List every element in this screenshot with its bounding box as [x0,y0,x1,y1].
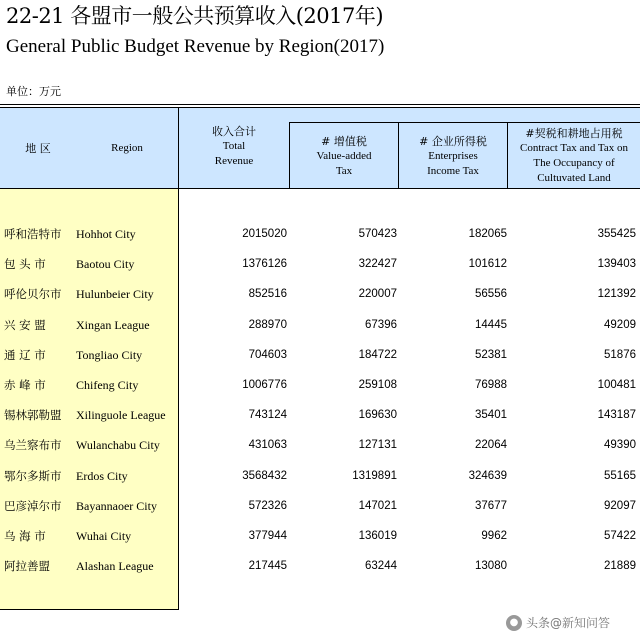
region-name-en: Erdos City [76,468,128,483]
enterprise-income-tax-value: 182065 [468,228,507,240]
total-revenue-value: 3568432 [242,469,287,482]
region-name-cn: 兴 安 盟 [4,317,46,332]
vat-value: 184722 [358,348,397,361]
total-revenue-value: 704603 [248,348,287,361]
table-row [0,461,640,491]
table-row [0,340,640,370]
region-name-en: Bayannaoer City [76,498,157,513]
unit-label: 单位：万元 [6,85,61,98]
total-revenue-value: 431063 [248,439,287,452]
region-name-cn: 锡林郭勒盟 [4,408,62,423]
table-row [0,430,640,460]
vat-value: 169630 [358,409,397,422]
vat-value: 63244 [365,560,397,573]
table-row [0,219,640,249]
deed-tax-value: 355425 [597,228,636,240]
enterprise-income-tax-value: 14445 [475,318,507,331]
header-region-en: Region [76,108,179,189]
region-name-en: Chifeng City [76,378,139,392]
region-name-en: Xingan League [76,317,150,332]
table-row [0,279,640,309]
vat-value: 67396 [365,318,397,331]
total-revenue-value: 1006776 [242,379,287,391]
deed-tax-value: 21889 [604,560,636,573]
vat-value: 570423 [358,228,397,240]
region-name-cn: 阿拉善盟 [4,559,50,574]
deed-tax-value: 55165 [604,469,636,482]
total-revenue-value: 217445 [248,560,287,573]
enterprise-income-tax-value: 9962 [481,530,507,542]
table-row [0,400,640,430]
table-header [0,108,640,189]
enterprise-income-tax-value: 101612 [468,258,507,271]
region-name-en: Wulanchabu City [76,438,160,453]
deed-tax-value: 49390 [604,439,636,452]
enterprise-income-tax-value: 52381 [475,348,507,361]
deed-tax-value: 92097 [604,499,636,512]
region-name-cn: 赤 峰 市 [4,378,46,392]
deed-tax-value: 57422 [604,530,636,542]
total-revenue-value: 377944 [248,530,287,542]
region-name-en: Alashan League [76,559,154,574]
header-vat: # 增值税 Value-added Tax [289,122,399,189]
table-row [0,521,640,551]
region-name-cn: 呼和浩特市 [4,227,62,241]
region-name-cn: 呼伦贝尔市 [4,287,62,302]
region-name-cn: 乌 海 市 [4,529,46,543]
watermark-text: 头条@新知问答 [526,616,611,630]
deed-tax-value: 143187 [597,409,636,422]
enterprise-income-tax-value: 76988 [475,379,507,391]
total-revenue-value: 1376126 [242,258,287,271]
total-revenue-value: 852516 [248,288,287,301]
page-title-cn: 22-21 各盟市一般公共预算收入(2017年) [6,4,384,28]
total-revenue-value: 572326 [248,499,287,512]
region-name-en: Xilinguole League [76,408,166,423]
top-divider [0,104,640,105]
region-name-cn: 巴彦淖尔市 [4,498,62,513]
vat-value: 322427 [358,258,397,271]
enterprise-income-tax-value: 37677 [475,499,507,512]
table-row [0,249,640,279]
header-total: 收入合计 Total Revenue [212,125,256,167]
chat-bubble-icon: ● [506,615,522,631]
deed-tax-value: 139403 [597,258,636,271]
table-row [0,370,640,400]
region-name-cn: 包 头 市 [4,257,46,272]
vat-value: 147021 [358,499,397,512]
enterprise-income-tax-value: 324639 [468,469,507,482]
table-row [0,551,640,581]
table-row [0,491,640,521]
region-name-en: Hohhot City [76,227,136,241]
enterprise-income-tax-value: 35401 [475,409,507,422]
deed-tax-value: 49209 [604,318,636,331]
watermark [506,614,610,631]
enterprise-income-tax-value: 13080 [475,560,507,573]
vat-value: 127131 [358,439,397,452]
total-revenue-value: 288970 [248,318,287,331]
vat-value: 220007 [358,288,397,301]
total-revenue-value: 743124 [248,409,287,422]
region-name-en: Wuhai City [76,529,132,543]
region-name-en: Tongliao City [76,347,143,362]
header-eit: # 企业所得税 Enterprises Income Tax [398,122,508,189]
vat-value: 259108 [358,379,397,391]
table-row [0,310,640,340]
region-name-cn: 乌兰察布市 [4,438,62,453]
vat-value: 1319891 [352,469,397,482]
page-title-en: General Public Budget Revenue by Region(2017) [6,36,385,57]
header-deed: #契税和耕地占用税 Contract Tax and Tax on The Occupancy of Cultuvated Land [507,122,640,189]
deed-tax-value: 121392 [597,288,636,301]
region-name-en: Hulunbeier City [76,287,154,302]
header-region-cn: 地 区 [25,142,51,155]
enterprise-income-tax-value: 56556 [475,288,507,301]
region-name-cn: 通 辽 市 [4,347,46,362]
deed-tax-value: 51876 [604,348,636,361]
total-revenue-value: 2015020 [242,228,287,240]
vat-value: 136019 [358,530,397,542]
region-name-en: Baotou City [76,257,135,272]
enterprise-income-tax-value: 22064 [475,439,507,452]
region-name-cn: 鄂尔多斯市 [4,468,62,483]
deed-tax-value: 100481 [597,379,636,391]
